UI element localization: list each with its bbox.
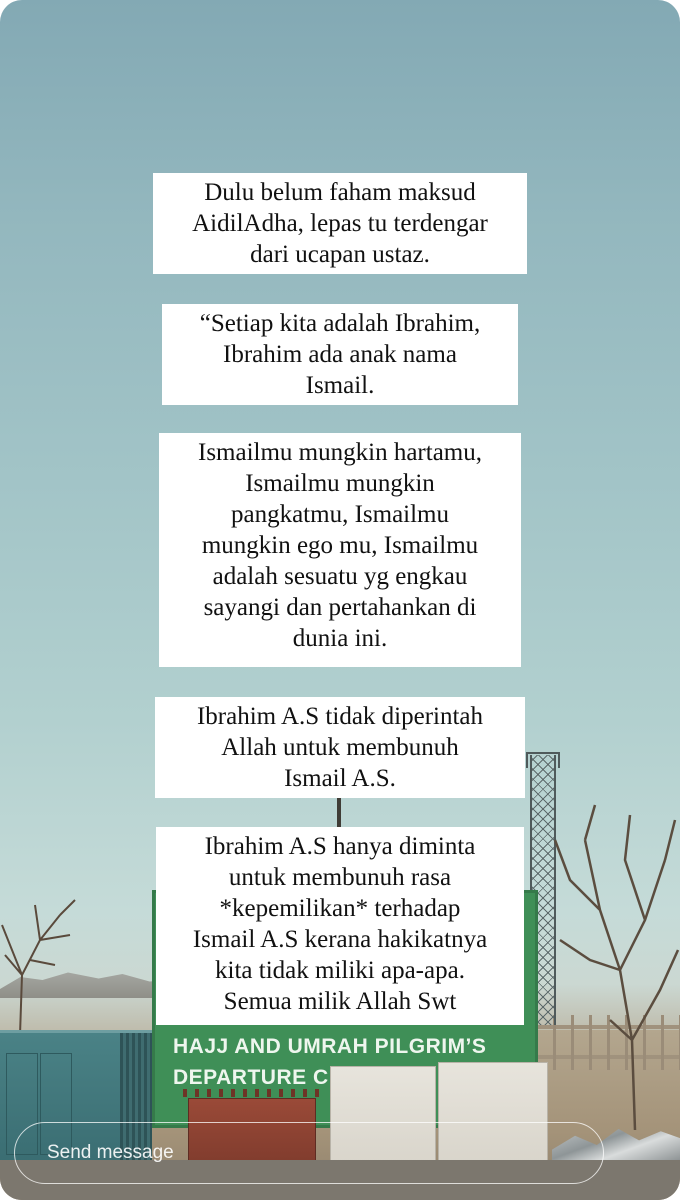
lamp-pole xyxy=(337,796,341,830)
send-message-placeholder: Send message xyxy=(47,1142,174,1163)
text-line: Ismail. xyxy=(305,372,375,399)
text-line: sayangi dan pertahankan di xyxy=(203,594,477,621)
text-line: Ismail A.S. xyxy=(284,765,396,792)
sign-line-2: DEPARTURE C xyxy=(173,1066,329,1089)
text-line: Dulu belum faham maksud xyxy=(204,179,476,206)
text-line: dari ucapan ustaz. xyxy=(250,241,430,268)
text-line: Semua milik Allah Swt xyxy=(223,988,457,1015)
text-line: Ibrahim ada anak nama xyxy=(223,341,457,368)
text-line: Ismailmu mungkin hartamu, xyxy=(198,439,482,466)
text-box xyxy=(156,827,524,1025)
text-line: untuk membunuh rasa xyxy=(228,864,452,891)
tree-right xyxy=(540,800,680,1130)
text-line: AidilAdha, lepas tu terdengar xyxy=(192,210,488,237)
text-line: mungkin ego mu, Ismailmu xyxy=(201,532,479,559)
text-line: “Setiap kita adalah Ibrahim, xyxy=(199,310,481,337)
text-line: kita tidak miliki apa-apa. xyxy=(215,957,465,984)
text-line: Ismail A.S kerana hakikatnya xyxy=(192,926,488,953)
text-line: Ibrahim A.S tidak diperintah xyxy=(196,703,484,730)
tree-left xyxy=(0,885,80,1035)
text-box xyxy=(159,433,521,667)
text-line: Ismailmu mungkin xyxy=(245,470,435,497)
text-box xyxy=(153,173,527,274)
text-line: *kepemilikan* terhadap xyxy=(219,895,461,922)
text-line: dunia ini. xyxy=(292,625,388,652)
text-line: Allah untuk membunuh xyxy=(221,734,459,761)
text-line: Ibrahim A.S hanya diminta xyxy=(204,833,476,860)
text-line: pangkatmu, Ismailmu xyxy=(230,501,450,528)
send-message-input[interactable] xyxy=(14,1122,604,1184)
text-box xyxy=(162,304,518,405)
text-line: adalah sesuatu yg engkau xyxy=(212,563,468,590)
sign-line-1: HAJJ AND UMRAH PILGRIM’S xyxy=(173,1035,487,1058)
text-box xyxy=(155,697,525,798)
